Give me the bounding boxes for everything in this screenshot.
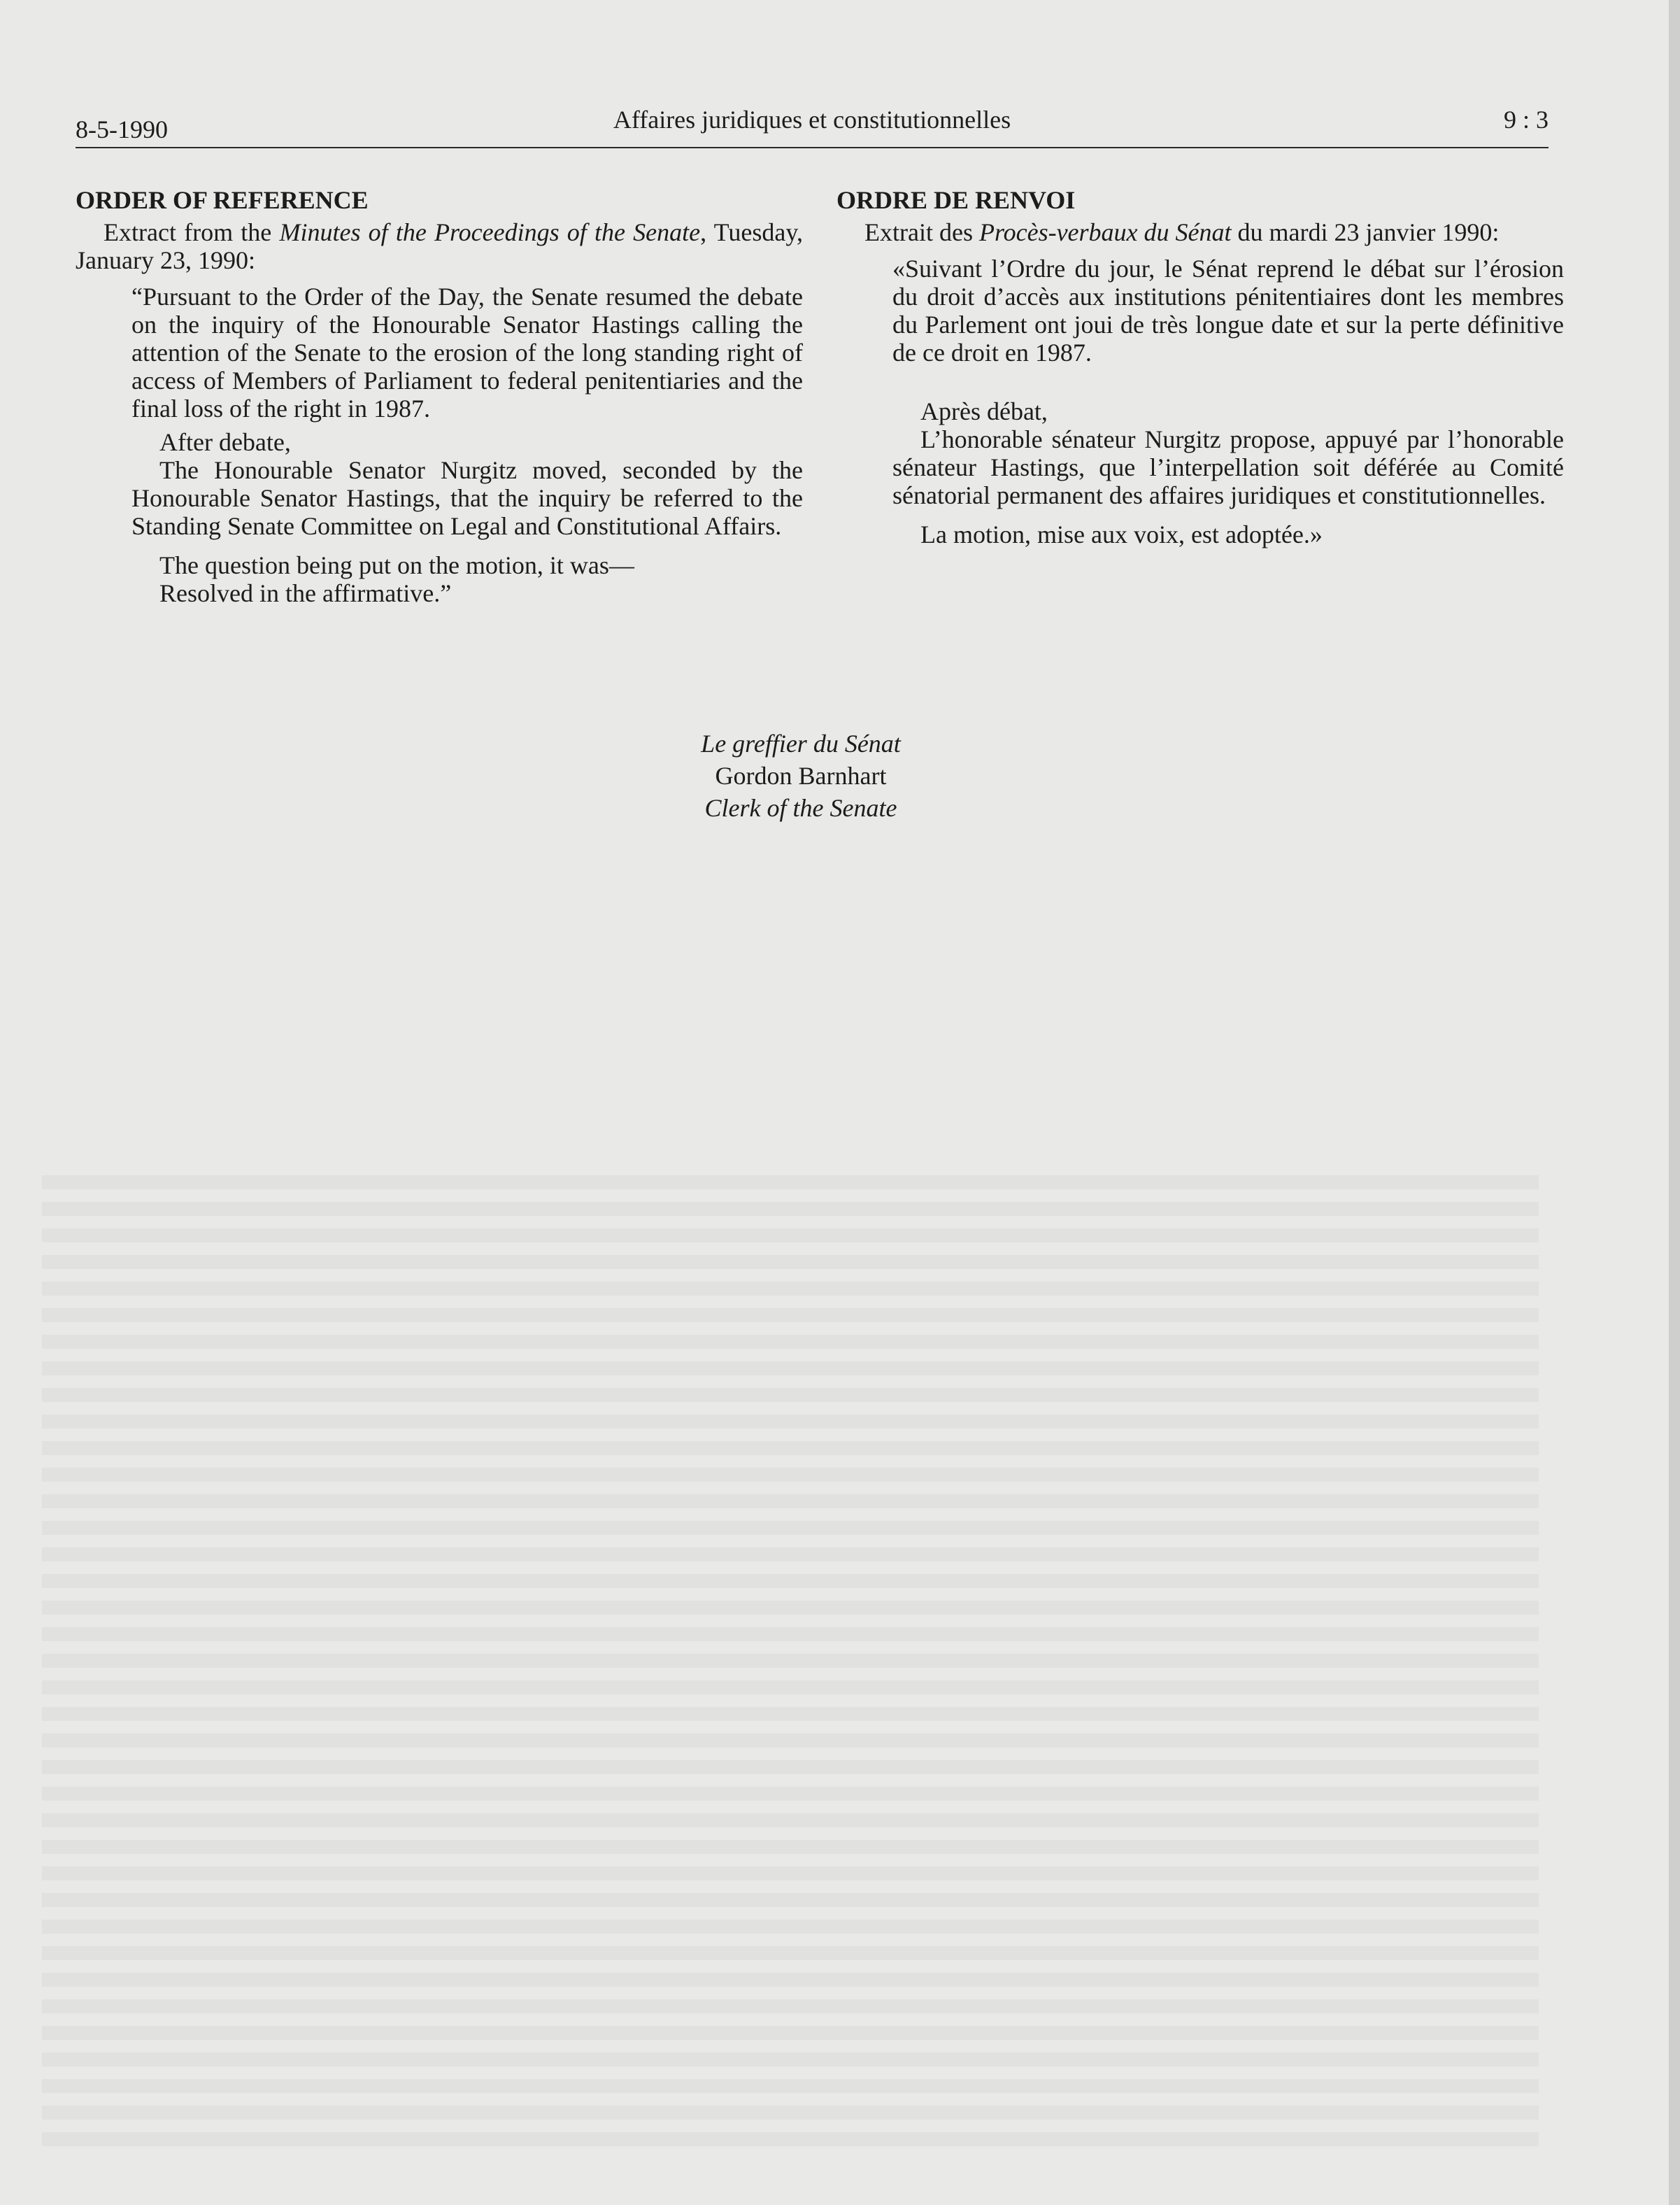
motion-text: L’honorable sénateur Nurgitz propose, appuyé par l’honorable sénateur Hastings, que l’interpellation soit déférée au Comité sénatorial permanent des affaires juridiques et constitutionnelles. — [892, 425, 1564, 509]
signature-name: Gordon Barnhart — [715, 762, 887, 790]
french-intro — [837, 218, 1564, 246]
order-of-reference-heading: ORDER OF REFERENCE — [76, 186, 369, 214]
english-quote — [131, 283, 803, 607]
french-column — [837, 186, 1564, 548]
signature-block — [699, 728, 902, 824]
french-quote — [892, 255, 1564, 548]
question-line: The question being put on the motion, it was— — [159, 551, 634, 579]
after-debate: Après débat, — [920, 397, 1048, 425]
motion-text: The Honourable Senator Nurgitz moved, seconded by the Honourable Senator Hastings, that the inquiry be referred to the Standing Senate Committee on Legal and Constitutional Affairs. — [131, 456, 803, 540]
intro-source: Procès-verbaux du Sénat — [978, 218, 1232, 246]
intro-date: du mardi 23 janvier 1990: — [1231, 218, 1500, 246]
quote-paragraph: “Pursuant to the Order of the Day, the Senate resumed the debate on the inquiry of the Honourable Senator Hastings calling the attention of the Senate to the erosion of the long standing right of access of Members of Parliament to federal penitentiaries and the final loss of the right in 1987. — [131, 283, 803, 423]
intro-source: Minutes of the Proceedings of the Senate — [279, 218, 701, 246]
spacer — [892, 372, 1564, 397]
question-line: La motion, mise aux voix, est adoptée.» — [920, 520, 1323, 548]
page-number: 9 : 3 — [1503, 106, 1549, 134]
quote-paragraph: «Suivant l’Ordre du jour, le Sénat reprend le débat sur l’érosion du droit d’accès aux institutions pénitentiaires dont les membres du Parlement ont joui de très longue date et sur la perte définitive de ce droit en 1987. — [892, 255, 1564, 367]
intro-date: , Tuesday, January 23, 1990: — [76, 218, 803, 274]
header-title: Affaires juridiques et constitutionnelles — [613, 106, 1011, 134]
english-intro — [76, 218, 803, 274]
bleed-through-area — [42, 1175, 1539, 2155]
after-debate: After debate, — [159, 428, 291, 456]
page-edge — [1669, 0, 1680, 2205]
intro-text: Extrait des — [864, 218, 979, 246]
english-column — [76, 186, 803, 607]
signature-title-fr: Le greffier du Sénat — [701, 730, 901, 758]
header-date: 8-5-1990 — [76, 115, 168, 143]
intro-text: Extract from the — [104, 218, 280, 246]
signature-title-en: Clerk of the Senate — [704, 794, 897, 822]
page-header — [76, 105, 1549, 148]
ordre-de-renvoi-heading: ORDRE DE RENVOI — [837, 186, 1076, 214]
resolved-line: Resolved in the affirmative.” — [159, 579, 452, 607]
